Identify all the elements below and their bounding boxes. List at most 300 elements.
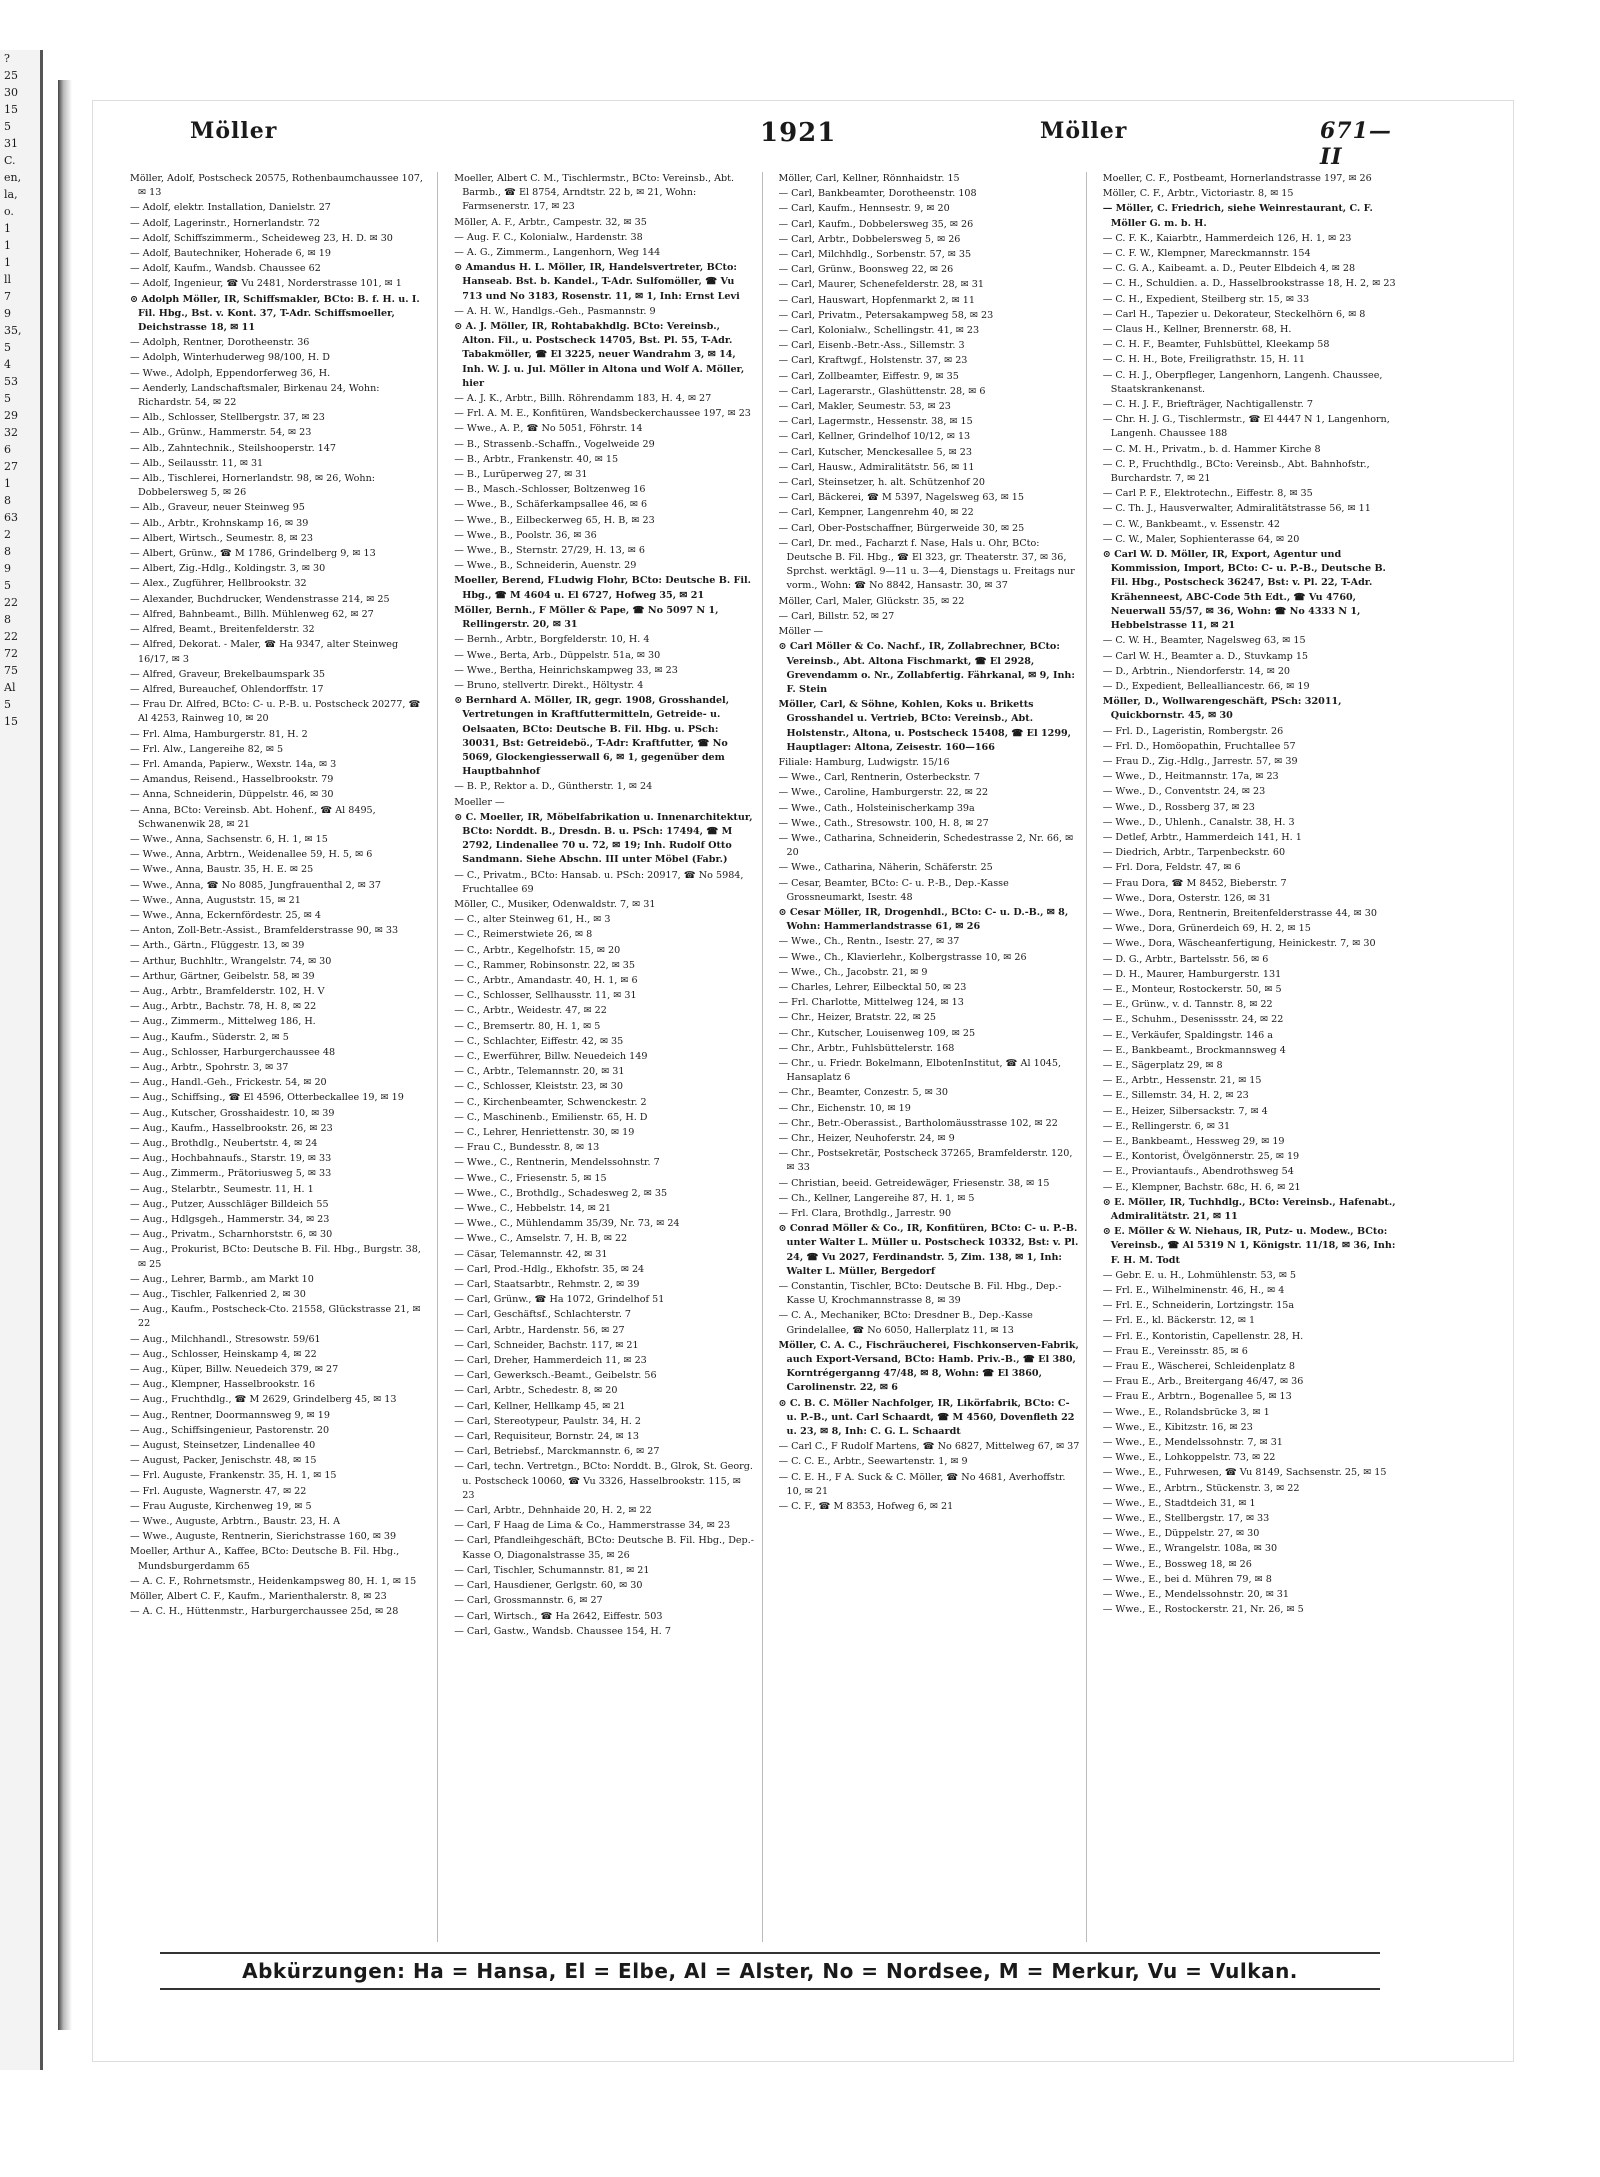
directory-entry: Möller, Carl, Kellner, Rönnhaidstr. 15 xyxy=(778,173,960,184)
directory-entry: — Alfred, Graveur, Brekelbaumspark 35 xyxy=(130,668,326,680)
column-2 xyxy=(454,172,762,1942)
directory-entry: — Wwe., Bertha, Heinrichskampweg 33, ✉ 23 xyxy=(454,664,678,676)
directory-entry: — Christian, beeid. Getreidewäger, Friesenstr. 38, ✉ 15 xyxy=(778,1177,1050,1189)
directory-entry: — Frl. Dora, Feldstr. 47, ✉ 6 xyxy=(1102,862,1241,874)
directory-entry: — Carl, Gastw., Wandsb. Chaussee 154, H. 7 xyxy=(454,1625,671,1637)
directory-entry: — Carl, Zollbeamter, Eiffestr. 9, ✉ 35 xyxy=(778,370,959,382)
directory-entry: — Chr., Postsekretär, Postscheck 37265, Bramfelderstr. 120, ✉ 33 xyxy=(778,1148,1073,1174)
directory-entry: — C., alter Steinweg 61, H., ✉ 3 xyxy=(454,914,611,926)
directory-entry: — Frl. A. M. E., Konfitüren, Wandsbeckerchaussee 197, ✉ 23 xyxy=(454,408,751,420)
directory-entry: — Aug., Fruchthdlg., ☎ M 2629, Grindelberg 45, ✉ 13 xyxy=(130,1394,397,1406)
directory-entry: — C. H., Schuldien. a. D., Hasselbrookstrasse 18, H. 2, ✉ 23 xyxy=(1102,278,1396,290)
directory-entry: — C., Schlachter, Eiffestr. 42, ✉ 35 xyxy=(454,1035,624,1047)
directory-entry: Möller, Carl, & Söhne, Kohlen, Koks u. Briketts Grosshandel u. Vertrieb, BCto: Vereinsb., Abt. Holstenstr., Altona, u. Postscheck 15408, ☎ El 1299, Hauptlager: Altona, Zeisestr. 160—166 xyxy=(778,699,1072,753)
directory-entry: — Carl, Grünw., Boonsweg 22, ✉ 26 xyxy=(778,264,954,276)
directory-entry: — Wwe., B., Schäferkampsallee 46, ✉ 6 xyxy=(454,499,648,511)
directory-entry: — Adolf, Bautechniker, Hoherade 6, ✉ 19 xyxy=(130,248,331,260)
adjacent-page-fragment: 1 xyxy=(4,239,11,252)
column-1 xyxy=(130,172,438,1942)
directory-entry: Möller, Albert C. F., Kaufm., Marienthalerstr. 8, ✉ 23 xyxy=(130,1591,387,1603)
directory-entry: — Wwe., E., Stadtdeich 31, ✉ 1 xyxy=(1102,1497,1256,1509)
directory-entry: — Anna, Schneiderin, Düppelstr. 46, ✉ 30 xyxy=(130,789,334,801)
directory-entry: — Carl, Kempner, Langenrehm 40, ✉ 22 xyxy=(778,507,974,519)
directory-entry: — Aug., Kaufm., Hasselbrookstr. 26, ✉ 23 xyxy=(130,1122,333,1134)
directory-entry: — Wwe., E., Lohkoppelstr. 73, ✉ 22 xyxy=(1102,1452,1276,1464)
directory-entry: — Charles, Lehrer, Eilbecktal 50, ✉ 23 xyxy=(778,981,967,993)
directory-entry: — Carl, Stereotypeur, Paulstr. 34, H. 2 xyxy=(454,1415,642,1427)
directory-entry: — Claus H., Kellner, Brennerstr. 68, H. xyxy=(1102,324,1292,336)
directory-entry: — Adolf, Schiffszimmerm., Scheideweg 23, H. D. ✉ 30 xyxy=(130,232,393,244)
directory-entry: Möller, C. F., Arbtr., Victoriastr. 8, ✉ 15 xyxy=(1102,188,1294,200)
directory-entry: — Frl. E., Kontoristin, Capellenstr. 28, H. xyxy=(1102,1330,1304,1342)
directory-entry: — Ch., Kellner, Langereihe 87, H. 1, ✉ 5 xyxy=(778,1192,975,1204)
directory-entry: — Alb., Schlosser, Stellbergstr. 37, ✉ 23 xyxy=(130,412,325,424)
directory-entry: — Wwe., B., Eilbeckerweg 65, H. B, ✉ 23 xyxy=(454,514,655,526)
directory-entry: — Wwe., D., Rossberg 37, ✉ 23 xyxy=(1102,801,1255,813)
directory-entry: — Gebr. E. u. H., Lohmühlenstr. 53, ✉ 5 xyxy=(1102,1269,1297,1281)
directory-entry: — Carl, Arbtr., Schedestr. 8, ✉ 20 xyxy=(454,1385,618,1397)
directory-entry: — Wwe., B., Schneiderin, Auenstr. 29 xyxy=(454,560,637,572)
adjacent-page-fragment: 7 xyxy=(4,290,11,303)
directory-entry: — B., Arbtr., Frankenstr. 40, ✉ 15 xyxy=(454,453,619,465)
directory-entry: — Alfred, Beamt., Breitenfelderstr. 32 xyxy=(130,624,315,636)
adjacent-page-fragment: 35, xyxy=(4,324,22,337)
directory-entry: — Chr., Heizer, Neuhoferstr. 24, ✉ 9 xyxy=(778,1133,955,1144)
directory-entry: Möller — xyxy=(778,626,824,638)
running-header xyxy=(120,118,1400,170)
directory-entry: — Frl. E., kl. Bäckerstr. 12, ✉ 1 xyxy=(1102,1315,1256,1327)
adjacent-page-fragment: C. xyxy=(4,154,16,167)
header-page-number: 671—II xyxy=(1320,118,1392,170)
directory-entry: — Adolph, Winterhuderweg 98/100, H. D xyxy=(130,352,330,364)
directory-entry: — Carl, Arbtr., Dehnhaide 20, H. 2, ✉ 22 xyxy=(454,1505,652,1517)
directory-entry: ⊙ Conrad Möller & Co., IR, Konfitüren, BCto: C- u. P.-B. unter Walter L. Müller u. Postscheck 10332, Bst: v. Pl. 24, ☎ Vu 2027, Ferdinandstr. 5, Zim. 138, ✉ 1, Inh: Walter L. Müller, Bergedorf xyxy=(778,1223,1079,1277)
directory-entry: Filiale: Hamburg, Ludwigstr. 15/16 xyxy=(778,756,950,768)
directory-entry: — E., Sägerplatz 29, ✉ 8 xyxy=(1102,1059,1223,1071)
directory-entry: — Aug., Schlosser, Heinskamp 4, ✉ 22 xyxy=(130,1348,317,1360)
directory-entry: — E., Arbtr., Hessenstr. 21, ✉ 15 xyxy=(1102,1075,1262,1087)
directory-entry: — Adolph, Rentner, Dorotheenstr. 36 xyxy=(130,337,310,349)
adjacent-page-fragment: 1 xyxy=(4,477,11,490)
directory-entry: ⊙ Amandus H. L. Möller, IR, Handelsvertreter, BCto: Hanseab. Bst. b. Kandel., T-Adr. Sulfomöller, ☎ Vu 713 und No 3183, Rosenstr. 11, ✉ 1, Inh: Ernst Levi xyxy=(454,262,740,302)
directory-entry: — Albert, Zig.-Hdlg., Koldingstr. 3, ✉ 30 xyxy=(130,563,326,575)
directory-entry: — Carl, Hausdiener, Gerlgstr. 60, ✉ 30 xyxy=(454,1580,643,1592)
directory-entry: — Aug., Hdlgsgeh., Hammerstr. 34, ✉ 23 xyxy=(130,1214,330,1226)
adjacent-page-fragment: 72 xyxy=(4,647,18,660)
directory-entry: Möller, Bernh., F Möller & Pape, ☎ No 5097 N 1, Rellingerstr. 20, ✉ 31 xyxy=(454,604,719,631)
directory-entry: — Anna, BCto: Vereinsb. Abt. Hohenf., ☎ Al 8495, Schwanenwik 28, ✉ 21 xyxy=(130,804,376,830)
directory-entry: — Carl H., Tapezier u. Dekorateur, Steckelhörn 6, ✉ 8 xyxy=(1102,308,1366,320)
directory-entry: — Alb., Tischlerei, Hornerlandstr. 98, ✉ 26, Wohn: Dobbelersweg 5, ✉ 26 xyxy=(130,473,376,499)
directory-entry: — Wwe., E., Bossweg 18, ✉ 26 xyxy=(1102,1558,1252,1570)
directory-entry: — E., Sillemstr. 34, H. 2, ✉ 23 xyxy=(1102,1090,1249,1102)
directory-entry: — Chr., Kutscher, Louisenweg 109, ✉ 25 xyxy=(778,1027,976,1039)
directory-entry: — Wwe., Dora, Wäscheanfertigung, Heinickestr. 7, ✉ 30 xyxy=(1102,938,1376,950)
directory-entry: — Aug., Arbtr., Bachstr. 78, H. 8, ✉ 22 xyxy=(130,1001,317,1013)
directory-entry: — Carl, Pfandleihgeschäft, BCto: Deutsche B. Fil. Hbg., Dep.-Kasse O, Diagonalstrasse 35, ✉ 26 xyxy=(454,1535,754,1561)
directory-entry: Möller, Adolf, Postscheck 20575, Rothenbaumchaussee 107, ✉ 13 xyxy=(130,173,423,199)
directory-entry: — Wwe., C., Rentnerin, Mendelssohnstr. 7 xyxy=(454,1157,660,1169)
directory-entry: — Carl, Dreher, Hammerdeich 11, ✉ 23 xyxy=(454,1355,647,1367)
directory-entry: — Carl, Prod.-Hdlg., Ekhofstr. 35, ✉ 24 xyxy=(454,1263,645,1275)
directory-entry: — Carl, Grossmannstr. 6, ✉ 27 xyxy=(454,1595,603,1607)
directory-entry: Möller, C., Musiker, Odenwaldstr. 7, ✉ 31 xyxy=(454,898,656,910)
directory-entry: — Wwe., Cath., Stresowstr. 100, H. 8, ✉ 27 xyxy=(778,817,989,829)
directory-entry: — Carl C., F Rudolf Martens, ☎ No 6827, Mittelweg 67, ✉ 37 xyxy=(778,1441,1080,1453)
directory-entry: — Carl, Milchhdlg., Sorbenstr. 57, ✉ 35 xyxy=(778,249,972,261)
directory-entry: — Wwe., Caroline, Hamburgerstr. 22, ✉ 22 xyxy=(778,787,989,799)
directory-entry: — August, Steinsetzer, Lindenallee 40 xyxy=(130,1440,316,1452)
directory-entry: — Cesar, Beamter, BCto: C- u. P.-B., Dep.-Kasse Grossneumarkt, Isestr. 48 xyxy=(778,877,1009,903)
directory-entry: — B., Masch.-Schlosser, Boltzenweg 16 xyxy=(454,484,646,496)
directory-entry: — Carl, Geschäftsf., Schlachterstr. 7 xyxy=(454,1309,632,1321)
directory-entry: — Aug., Küper, Billw. Neuedeich 379, ✉ 27 xyxy=(130,1364,339,1376)
directory-entry: — A. J. K., Arbtr., Billh. Röhrendamm 183, H. 4, ✉ 27 xyxy=(454,393,712,405)
directory-entry: — Chr., Beamter, Conzestr. 5, ✉ 30 xyxy=(778,1087,948,1099)
directory-entry: — Carl, Kellner, Hellkamp 45, ✉ 21 xyxy=(454,1400,626,1412)
directory-entry: — Wwe., E., Stellbergstr. 17, ✉ 33 xyxy=(1102,1513,1270,1525)
directory-entry: — C. E. H., F A. Suck & C. Möller, ☎ No 4681, Averhoffstr. 10, ✉ 21 xyxy=(778,1471,1066,1497)
directory-entry: — Möller, C. Friedrich, siehe Weinrestaurant, C. F. Möller G. m. b. H. xyxy=(1102,203,1373,229)
directory-entry: ⊙ Carl Möller & Co. Nachf., IR, Zollabrechner, BCto: Vereinsb., Abt. Altona Fischmarkt, ☎ El 2928, Grevendamm o. Nr., Zollabfertig. Fährkanal, ✉ 9, Inh: F. Stein xyxy=(778,641,1075,695)
directory-entry: Moeller, C. F., Postbeamt, Hornerlandstrasse 197, ✉ 26 xyxy=(1102,173,1372,184)
adjacent-page-fragment: 5 xyxy=(4,120,11,133)
directory-entry: — Wwe., Dora, Osterstr. 126, ✉ 31 xyxy=(1102,892,1272,904)
directory-entry: — C. H. J. F., Briefträger, Nachtigallenstr. 7 xyxy=(1102,399,1313,411)
header-year: 1921 xyxy=(760,118,837,148)
directory-entry: — Carl P. F., Elektrotechn., Eiffestr. 8, ✉ 35 xyxy=(1102,488,1313,500)
adjacent-page-fragment: 9 xyxy=(4,562,11,575)
directory-entry: — Aug., Kaufm., Postscheck-Cto. 21558, Glückstrasse 21, ✉ 22 xyxy=(130,1304,421,1330)
directory-entry: — Wwe., D., Conventstr. 24, ✉ 23 xyxy=(1102,786,1266,798)
adjacent-page-fragment: 53 xyxy=(4,375,18,388)
directory-entry: — Carl, Maurer, Schenefelderstr. 28, ✉ 31 xyxy=(778,279,984,291)
directory-entry: — Anton, Zoll-Betr.-Assist., Bramfelderstrasse 90, ✉ 33 xyxy=(130,925,399,937)
directory-entry: — B. P., Rektor a. D., Güntherstr. 1, ✉ 24 xyxy=(454,781,653,793)
directory-entry: — Wwe., Ch., Klavierlehr., Kolbergstrasse 10, ✉ 26 xyxy=(778,951,1027,963)
directory-entry: — Aug., Schlosser, Harburgerchaussee 48 xyxy=(130,1046,336,1058)
directory-entry: ⊙ E. Möller & W. Niehaus, IR, Putz- u. Modew., BCto: Vereinsb., ☎ Al 5319 N 1, Königstr. 11/18, ✉ 36, Inh: F. H. M. Todt xyxy=(1102,1226,1396,1266)
directory-entry: — C., Ewerführer, Billw. Neuedeich 149 xyxy=(454,1050,648,1062)
adjacent-page-fragment: o. xyxy=(4,205,14,218)
adjacent-page-fragment: Al xyxy=(4,681,16,694)
directory-entry: — Chr., u. Friedr. Bokelmann, ElbotenInstitut, ☎ Al 1045, Hansaplatz 6 xyxy=(778,1057,1062,1084)
directory-entry: — Wwe., Dora, Rentnerin, Breitenfelderstrasse 44, ✉ 30 xyxy=(1102,907,1377,919)
directory-entry: — Wwe., E., Fuhrwesen, ☎ Vu 8149, Sachsenstr. 25, ✉ 15 xyxy=(1102,1467,1387,1479)
directory-entry: — Wwe., E., Arbtrn., Stückenstr. 3, ✉ 22 xyxy=(1102,1482,1300,1494)
directory-entry: — C., Arbtr., Weidestr. 47, ✉ 22 xyxy=(454,1005,607,1017)
directory-entry: — Frau Auguste, Kirchenweg 19, ✉ 5 xyxy=(130,1500,312,1512)
directory-entry: Moeller — xyxy=(454,796,505,808)
directory-entry: — Wwe., Adolph, Eppendorferweg 36, H. xyxy=(130,367,331,379)
directory-entry: — D., Arbtrin., Niendorferstr. 14, ✉ 20 xyxy=(1102,665,1291,677)
directory-entry: — Carl W. H., Beamter a. D., Stuvkamp 15 xyxy=(1102,650,1309,662)
directory-entry: — C., Rammer, Robinsonstr. 22, ✉ 35 xyxy=(454,959,635,971)
directory-entry: — C. C. E., Arbtr., Seewartenstr. 1, ✉ 9 xyxy=(778,1456,968,1468)
directory-entry: — Carl, Makler, Seumestr. 53, ✉ 23 xyxy=(778,401,951,413)
adjacent-page-fragment: 8 xyxy=(4,494,11,507)
adjacent-page-fragment: 15 xyxy=(4,715,18,728)
book-fold-shadow xyxy=(58,80,72,2030)
directory-entry: — Aug., Prokurist, BCto: Deutsche B. Fil. Hbg., Burgstr. 38, ✉ 25 xyxy=(130,1244,421,1270)
directory-entry: — Aug. F. C., Kolonialw., Hardenstr. 38 xyxy=(454,231,643,243)
directory-entry: — Wwe., Catharina, Näherin, Schäferstr. 25 xyxy=(778,862,993,874)
directory-entry: — Constantin, Tischler, BCto: Deutsche B. Fil. Hbg., Dep.-Kasse U, Krochmannstrasse 8, ✉ 39 xyxy=(778,1281,1062,1307)
directory-entry: — C. W., Bankbeamt., v. Essenstr. 42 xyxy=(1102,518,1280,530)
directory-entry: — C. F. K., Kaiarbtr., Hammerdeich 126, H. 1, ✉ 23 xyxy=(1102,232,1352,244)
directory-entry: — Amandus, Reisend., Hasselbrookstr. 79 xyxy=(130,774,334,786)
adjacent-page-fragment: 8 xyxy=(4,613,11,626)
directory-entry: — Wwe., E., Düppelstr. 27, ✉ 30 xyxy=(1102,1528,1260,1540)
directory-entry: — Carl, Requisiteur, Bornstr. 24, ✉ 13 xyxy=(454,1431,639,1443)
directory-entry: — E., Bankbeamt., Hessweg 29, ✉ 19 xyxy=(1102,1136,1285,1147)
directory-entry: — Bruno, stellvertr. Direkt., Höltystr. 4 xyxy=(454,679,644,691)
directory-entry: — E., Proviantaufs., Abendrothsweg 54 xyxy=(1102,1166,1294,1178)
directory-entry: — Aug., Lehrer, Barmb., am Markt 10 xyxy=(130,1273,314,1285)
directory-entry: — C. M. H., Privatm., b. d. Hammer Kirche 8 xyxy=(1102,443,1321,455)
directory-entry: — E., Rellingerstr. 6, ✉ 31 xyxy=(1102,1120,1231,1132)
directory-entry: — Wwe., E., Mendelssohnstr. 20, ✉ 31 xyxy=(1102,1589,1290,1601)
adjacent-page-fragment: 5 xyxy=(4,392,11,405)
directory-entry: — Carl, Ober-Postschaffner, Bürgerweide 30, ✉ 25 xyxy=(778,522,1025,534)
directory-entry: — Alb., Zahntechnik., Steilshooperstr. 147 xyxy=(130,442,336,454)
directory-entry: — Carl, Privatm., Petersakampweg 58, ✉ 23 xyxy=(778,309,994,321)
directory-entry: — C. H. H., Bote, Freiligrathstr. 15, H. 11 xyxy=(1102,354,1305,366)
directory-entry: — Wwe., Auguste, Arbtrn., Baustr. 23, H. A xyxy=(130,1516,341,1528)
directory-entry: — Wwe., C., Hebbelstr. 14, ✉ 21 xyxy=(454,1203,612,1215)
directory-entry: — Aug., Hochbahnaufs., Starstr. 19, ✉ 33 xyxy=(130,1153,332,1165)
directory-entry: — Cäsar, Telemannstr. 42, ✉ 31 xyxy=(454,1248,608,1260)
directory-entry: — Frl. Charlotte, Mittelweg 124, ✉ 13 xyxy=(778,997,964,1009)
directory-entry: — Frau E., Arb., Breitergang 46/47, ✉ 36 xyxy=(1102,1376,1304,1388)
directory-entry: — Frau E., Wäscherei, Schleidenplatz 8 xyxy=(1102,1361,1295,1373)
directory-entry: — Frau Dora, ☎ M 8452, Bieberstr. 7 xyxy=(1102,877,1287,889)
directory-entry: — Wwe., Carl, Rentnerin, Osterbeckstr. 7 xyxy=(778,772,981,784)
directory-entry: — E., Monteur, Rostockerstr. 50, ✉ 5 xyxy=(1102,983,1282,995)
directory-entry: ⊙ C. B. C. Möller Nachfolger, IR, Likörfabrik, BCto: C- u. P.-B., unt. Carl Schaardt, ☎ M 4560, Dovenfleth 22 u. 23, ✉ 8, Inh: C. G. L. Schaardt xyxy=(778,1397,1075,1438)
directory-entry: — Carl, techn. Vertretgn., BCto: Norddt. B., Glrok, St. Georg. u. Postscheck 10060, ☎ Vu 3326, Hasselbrookstr. 115, ✉ 23 xyxy=(454,1461,753,1501)
directory-entry: — Wwe., Anna, ☎ No 8085, Jungfrauenthal 2, ✉ 37 xyxy=(130,879,381,891)
directory-entry: — Carl, Gewerksch.-Beamt., Geibelstr. 56 xyxy=(454,1370,657,1382)
directory-entry: — Aug., Arbtr., Spohrstr. 3, ✉ 37 xyxy=(130,1061,289,1073)
directory-entry: — C., Schlosser, Sellhausstr. 11, ✉ 31 xyxy=(454,990,637,1002)
directory-entry: — Diedrich, Arbtr., Tarpenbeckstr. 60 xyxy=(1102,847,1286,859)
adjacent-page-fragment: 5 xyxy=(4,698,11,711)
directory-entry: — Carl, Arbtr., Dobbelersweg 5, ✉ 26 xyxy=(778,233,961,245)
directory-entry: — Wwe., E., Wrangelstr. 108a, ✉ 30 xyxy=(1102,1543,1278,1555)
directory-entry: — Alb., Grünw., Hammerstr. 54, ✉ 23 xyxy=(130,427,312,439)
directory-entry: — C., Arbtr., Telemannstr. 20, ✉ 31 xyxy=(454,1066,625,1078)
directory-entry: — B., Strassenb.-Schaffn., Vogelweide 29 xyxy=(454,438,655,450)
directory-entry: — Arthur, Buchhltr., Wrangelstr. 74, ✉ 30 xyxy=(130,955,332,967)
directory-entry: — D. G., Arbtr., Bartelsstr. 56, ✉ 6 xyxy=(1102,953,1269,965)
directory-entry: — Aug., Tischler, Falkenried 2, ✉ 30 xyxy=(130,1289,306,1301)
directory-entry: — Frl. Amanda, Papierw., Wexstr. 14a, ✉ 3 xyxy=(130,758,337,770)
directory-entry: — A. H. W., Handlgs.-Geh., Pasmannstr. 9 xyxy=(454,305,656,317)
directory-entry: — Adolf, Ingenieur, ☎ Vu 2481, Norderstrasse 101, ✉ 1 xyxy=(130,278,402,290)
directory-entry: — Carl, Steinsetzer, h. alt. Schützenhof 20 xyxy=(778,477,985,489)
directory-entry: — E., Heizer, Silbersackstr. 7, ✉ 4 xyxy=(1102,1105,1268,1117)
directory-entry: — Adolf, Kaufm., Wandsb. Chaussee 62 xyxy=(130,263,321,275)
column-4 xyxy=(1103,172,1410,1942)
directory-entry: — C. F. W., Klempner, Mareckmannstr. 154 xyxy=(1102,248,1311,260)
directory-entry: ⊙ Carl W. D. Möller, IR, Export, Agentur und Kommission, Import, BCto: C- u. P.-B., Deutsche B. Fil. Hbg., Postscheck 36247, Bst: v. Pl. 22, T-Adr. Krähenneest, ABC-Code 5th Edt., ☎ Vu 4760, Neuerwall 55/57, ✉ 36, Wohn: ☎ No 4333 N 1, Hebbelstrasse 11, ✉ 21 xyxy=(1102,549,1386,632)
adjacent-page-fragment: 9 xyxy=(4,307,11,320)
directory-entry: — Frl. D., Lageristin, Rombergstr. 26 xyxy=(1102,725,1284,737)
directory-entry: — Carl, Eisenb.-Betr.-Ass., Sillemstr. 3 xyxy=(778,340,965,352)
directory-entry: — Adolf, elektr. Installation, Danielstr. 27 xyxy=(130,202,331,214)
directory-entry: — Wwe., B., Poolstr. 36, ✉ 36 xyxy=(454,529,597,541)
directory-entry: — Wwe., Berta, Arb., Düppelstr. 51a, ✉ 30 xyxy=(454,649,661,661)
adjacent-page-fragment: 32 xyxy=(4,426,18,439)
directory-entry: — Wwe., B., Sternstr. 27/29, H. 13, ✉ 6 xyxy=(454,545,645,557)
directory-columns xyxy=(130,172,1410,1942)
directory-entry: — Chr., Betr.-Oberassist., Bartholomäusstrasse 102, ✉ 22 xyxy=(778,1117,1058,1129)
directory-entry: — Carl, Betriebsf., Marckmannstr. 6, ✉ 27 xyxy=(454,1446,660,1458)
directory-entry: — E., Schuhm., Desenissstr. 24, ✉ 22 xyxy=(1102,1014,1284,1026)
directory-entry: — Wwe., Auguste, Rentnerin, Sierichstrasse 160, ✉ 39 xyxy=(130,1531,397,1543)
directory-entry: — Wwe., Ch., Jacobstr. 21, ✉ 9 xyxy=(778,966,928,978)
column-3 xyxy=(779,172,1087,1942)
directory-entry: — Carl, Kaufm., Hennsestr. 9, ✉ 20 xyxy=(778,203,950,215)
directory-entry: — Aug., Handl.-Geh., Frickestr. 54, ✉ 20 xyxy=(130,1077,327,1089)
directory-entry: — E., Bankbeamt., Brockmannsweg 4 xyxy=(1102,1044,1286,1056)
directory-entry: — Carl, Kraftwgf., Holstenstr. 37, ✉ 23 xyxy=(778,355,968,367)
directory-entry: — Alfred, Bureauchef, Ohlendorffstr. 17 xyxy=(130,683,324,695)
directory-entry: — Frau D., Zig.-Hdlg., Jarrestr. 57, ✉ 39 xyxy=(1102,755,1298,767)
adjacent-page-fragment: 6 xyxy=(4,443,11,456)
directory-entry: — E., Grünw., v. d. Tannstr. 8, ✉ 22 xyxy=(1102,999,1273,1011)
adjacent-page-fragment: 25 xyxy=(4,69,18,82)
directory-entry: — B., Lurüperweg 27, ✉ 31 xyxy=(454,469,588,481)
directory-entry: — Wwe., E., Rolandsbrücke 3, ✉ 1 xyxy=(1102,1406,1270,1418)
directory-entry: — Aug., Kaufm., Süderstr. 2, ✉ 5 xyxy=(130,1031,289,1043)
directory-entry: — Aug., Stelarbtr., Seumestr. 11, H. 1 xyxy=(130,1183,314,1195)
directory-entry: — Frau Dr. Alfred, BCto: C- u. P.-B. u. Postscheck 20277, ☎ Al 4253, Rainweg 10, ✉ 20 xyxy=(130,699,421,725)
directory-entry: — Carl, Arbtr., Hardenstr. 56, ✉ 27 xyxy=(454,1324,625,1336)
directory-entry: — Wwe., Dora, Grünerdeich 69, H. 2, ✉ 15 xyxy=(1102,923,1311,935)
directory-entry: — C. F., ☎ M 8353, Hofweg 6, ✉ 21 xyxy=(778,1501,954,1513)
adjacent-page-fragment: 22 xyxy=(4,596,18,609)
directory-entry: — C. Th. J., Hausverwalter, Admiralitätstrasse 56, ✉ 11 xyxy=(1102,503,1371,515)
directory-entry: — Frau E., Arbtrn., Bogenallee 5, ✉ 13 xyxy=(1102,1391,1292,1403)
directory-entry: — Wwe., D., Uhlenh., Canalstr. 38, H. 3 xyxy=(1102,816,1295,828)
abbreviations-footer: Abkürzungen: Ha = Hansa, El = Elbe, Al = Alster, No = Nordsee, M = Merkur, Vu = Vulkan. xyxy=(160,1952,1380,1990)
directory-entry: — Bernh., Arbtr., Borgfelderstr. 10, H. 4 xyxy=(454,634,650,646)
directory-entry: Moeller, Albert C. M., Tischlermstr., BCto: Vereinsb., Abt. Barmb., ☎ El 8754, Arndtstr. 22 b, ✉ 21, Wohn: Farmsenerstr. 17, ✉ 23 xyxy=(454,173,735,213)
directory-entry: — C. W., Maler, Sophienterasse 64, ✉ 20 xyxy=(1102,533,1300,545)
directory-entry: — C. P., Fruchthdlg., BCto: Vereinsb., Abt. Bahnhofstr., Burchardstr. 7, ✉ 21 xyxy=(1102,458,1370,485)
directory-entry: — Alex., Zugführer, Hellbrookstr. 32 xyxy=(130,578,307,590)
header-right-name: Möller xyxy=(1040,118,1128,144)
directory-entry: — Alb., Seilausstr. 11, ✉ 31 xyxy=(130,457,264,469)
directory-entry: — Carl, Tischler, Schumannstr. 81, ✉ 21 xyxy=(454,1564,650,1576)
directory-entry: — Carl, Billstr. 52, ✉ 27 xyxy=(778,610,895,622)
directory-entry: — Carl, F Haag de Lima & Co., Hammerstrasse 34, ✉ 23 xyxy=(454,1520,731,1532)
directory-entry: — Chr., Eichenstr. 10, ✉ 19 xyxy=(778,1102,911,1114)
directory-entry: — Aug., Rentner, Doormannsweg 9, ✉ 19 xyxy=(130,1409,330,1421)
directory-entry: — Alexander, Buchdrucker, Wendenstrasse 214, ✉ 25 xyxy=(130,593,390,605)
adjacent-page-fragment: 27 xyxy=(4,460,18,473)
directory-entry: — C., Privatm., BCto: Hansab. u. PSch: 20917, ☎ No 5984, Fruchtallee 69 xyxy=(454,869,744,895)
directory-entry: — Wwe., Anna, Eckernfördestr. 25, ✉ 4 xyxy=(130,909,321,921)
directory-entry: — Aug., Schiffsing., ☎ El 4596, Otterbeckallee 19, ✉ 19 xyxy=(130,1092,404,1104)
directory-entry: — Wwe., Anna, Baustr. 35, H. E. ✉ 25 xyxy=(130,864,314,876)
directory-entry: — E., Kontorist, Övelgönnerstr. 25, ✉ 19 xyxy=(1102,1151,1300,1163)
adjacent-page-fragment: 75 xyxy=(4,664,18,677)
directory-entry: — Carl, Lagerarstr., Glashüttenstr. 28, ✉ 6 xyxy=(778,385,986,397)
directory-entry: Moeller, Arthur A., Kaffee, BCto: Deutsche B. Fil. Hbg., Mundsburgerdamm 65 xyxy=(130,1546,400,1572)
directory-entry: — Carl, Grünw., ☎ Ha 1072, Grindelhof 51 xyxy=(454,1294,665,1306)
directory-entry: — C., Arbtr., Amandastr. 40, H. 1, ✉ 6 xyxy=(454,974,638,986)
directory-entry: — Aug., Zimmerm., Prätoriusweg 5, ✉ 33 xyxy=(130,1168,332,1180)
directory-entry: Möller, D., Wollwarengeschäft, PSch: 32011, Quickbornstr. 45, ✉ 30 xyxy=(1102,696,1342,722)
directory-entry: — Carl, Hausw., Admiralitätstr. 56, ✉ 11 xyxy=(778,461,975,473)
directory-entry: — Detlef, Arbtr., Hammerdeich 141, H. 1 xyxy=(1102,831,1302,843)
directory-entry: — Wwe., E., Mendelssohnstr. 7, ✉ 31 xyxy=(1102,1437,1283,1449)
directory-entry: Möller, C. A. C., Fischräucherei, Fischkonserven-Fabrik, auch Export-Versand, BCto: Hamb. Priv.-B., ☎ El 380, Korntrégerganng 47/48, ✉ 8, Wohn: ☎ El 3860, Carolinenstr. 22, ✉ 6 xyxy=(778,1339,1079,1394)
directory-entry: Moeller, Berend, FLudwig Flohr, BCto: Deutsche B. Fil. Hbg., ☎ M 4604 u. El 6727, Hofweg 35, ✉ 21 xyxy=(454,575,751,601)
directory-entry: — Carl, Kaufm., Dobbelersweg 35, ✉ 26 xyxy=(778,218,974,230)
directory-entry: — Chr. H. J. G., Tischlermstr., ☎ El 4447 N 1, Langenhorn, Langenh. Chaussee 188 xyxy=(1102,414,1390,440)
directory-entry: — Wwe., E., Rostockerstr. 21, Nr. 26, ✉ 5 xyxy=(1102,1604,1304,1616)
directory-entry: — Wwe., A. P., ☎ No 5051, Föhrstr. 14 xyxy=(454,423,643,435)
directory-entry: — Aug., Brothdlg., Neubertstr. 4, ✉ 24 xyxy=(130,1138,318,1149)
directory-entry: — Frl. Alw., Langereihe 82, ✉ 5 xyxy=(130,743,284,755)
directory-entry: ⊙ A. J. Möller, IR, Rohtabakhdlg. BCto: Vereinsb., Alton. Fil., u. Postscheck 14705, Bst. Pl. 55, T-Adr. Tabakmöller, ☎ El 3225, neuer Wandrahm 3, ✉ 14, Inh. W. J. u. Jul. Möller in Altona und Wolf A. Möller, hier xyxy=(454,321,745,389)
directory-entry: — C. H. J., Oberpfleger, Langenhorn, Langenh. Chaussee, Staatskrankenanst. xyxy=(1102,369,1383,395)
directory-entry: — Arthur, Gärtner, Geibelstr. 58, ✉ 39 xyxy=(130,970,315,982)
adjacent-page-fragment: ll xyxy=(4,273,12,286)
directory-entry: — Wwe., Anna, Auguststr. 15, ✉ 21 xyxy=(130,894,301,906)
directory-entry: — Frl. E., Wilhelminenstr. 46, H., ✉ 4 xyxy=(1102,1285,1285,1297)
directory-entry: ⊙ C. Moeller, IR, Möbelfabrikation u. Innenarchitektur, BCto: Norddt. B., Dresdn. B. u. PSch: 17494, ☎ M 2792, Lindenallee 70 u. 72, ✉ 19; Inh. Rudolf Otto Sandmann. Siehe Abschn. III unter Möbel (Fabr.) xyxy=(454,811,753,866)
directory-entry: — C., Arbtr., Kegelhofstr. 15, ✉ 20 xyxy=(454,944,621,956)
directory-entry: — Arth., Gärtn., Flüggestr. 13, ✉ 39 xyxy=(130,940,305,952)
directory-entry: — Carl, Bankbeamter, Dorotheenstr. 108 xyxy=(778,188,977,200)
directory-entry: — Aug., Putzer, Ausschläger Billdeich 55 xyxy=(130,1198,329,1210)
directory-entry: Möller, Carl, Maler, Glückstr. 35, ✉ 22 xyxy=(778,595,965,607)
directory-entry: — Frau E., Vereinsstr. 85, ✉ 6 xyxy=(1102,1345,1248,1357)
directory-entry: — C., Bremsertr. 80, H. 1, ✉ 5 xyxy=(454,1020,601,1032)
directory-entry: — Aug., Milchhandl., Stresowstr. 59/61 xyxy=(130,1333,321,1345)
directory-entry: — Frl. E., Schneiderin, Lortzingstr. 15a xyxy=(1102,1300,1295,1312)
directory-entry: — Carl, Kellner, Grindelhof 10/12, ✉ 13 xyxy=(778,431,971,443)
directory-entry: — Frl. D., Homöopathin, Fruchtallee 57 xyxy=(1102,740,1296,752)
directory-entry: — Wwe., Catharina, Schneiderin, Schedestrasse 2, Nr. 66, ✉ 20 xyxy=(778,832,1074,859)
directory-entry: — A. G., Zimmerm., Langenhorn, Weg 144 xyxy=(454,247,661,259)
directory-entry: — Wwe., Ch., Rentn., Isestr. 27, ✉ 37 xyxy=(778,936,960,948)
directory-entry: — Aug., Arbtr., Bramfelderstr. 102, H. V xyxy=(130,985,325,997)
directory-entry: — Wwe., Anna, Arbtrn., Weidenallee 59, H. 5, ✉ 6 xyxy=(130,849,373,861)
directory-entry: — C., Lehrer, Henriettenstr. 30, ✉ 19 xyxy=(454,1127,635,1138)
directory-entry: — Alfred, Bahnbeamt., Billh. Mühlenweg 62, ✉ 27 xyxy=(130,608,374,620)
directory-entry: ⊙ E. Möller, IR, Tuchhdlg., BCto: Vereinsb., Hafenabt., Admiralitätstr. 21, ✉ 11 xyxy=(1102,1196,1396,1223)
directory-entry: — Chr., Arbtr., Fuhlsbüttelerstr. 168 xyxy=(778,1042,955,1054)
directory-entry: — Wwe., C., Brothdlg., Schadesweg 2, ✉ 35 xyxy=(454,1187,668,1199)
directory-entry: — A. C. H., Hüttenmstr., Harburgerchaussee 25d, ✉ 28 xyxy=(130,1606,399,1618)
directory-entry: — Wwe., Cath., Holsteinischerkamp 39a xyxy=(778,802,975,814)
directory-entry: — E., Klempner, Bachstr. 68c, H. 6, ✉ 21 xyxy=(1102,1181,1301,1193)
directory-entry: — D., Expedient, Bellealliancestr. 66, ✉ 19 xyxy=(1102,680,1310,692)
adjacent-page-fragment: 15 xyxy=(4,103,18,116)
directory-entry: — Wwe., D., Heitmannstr. 17a, ✉ 23 xyxy=(1102,771,1279,783)
directory-entry: — August, Packer, Jenischstr. 48, ✉ 15 xyxy=(130,1455,317,1467)
directory-entry: — Adolf, Lagerinstr., Hornerlandstr. 72 xyxy=(130,217,320,229)
directory-entry: — Frl. Auguste, Frankenstr. 35, H. 1, ✉ 15 xyxy=(130,1470,337,1482)
header-left-name: Möller xyxy=(190,118,278,144)
directory-entry: — Carl, Kutscher, Menckesallee 5, ✉ 23 xyxy=(778,446,972,458)
